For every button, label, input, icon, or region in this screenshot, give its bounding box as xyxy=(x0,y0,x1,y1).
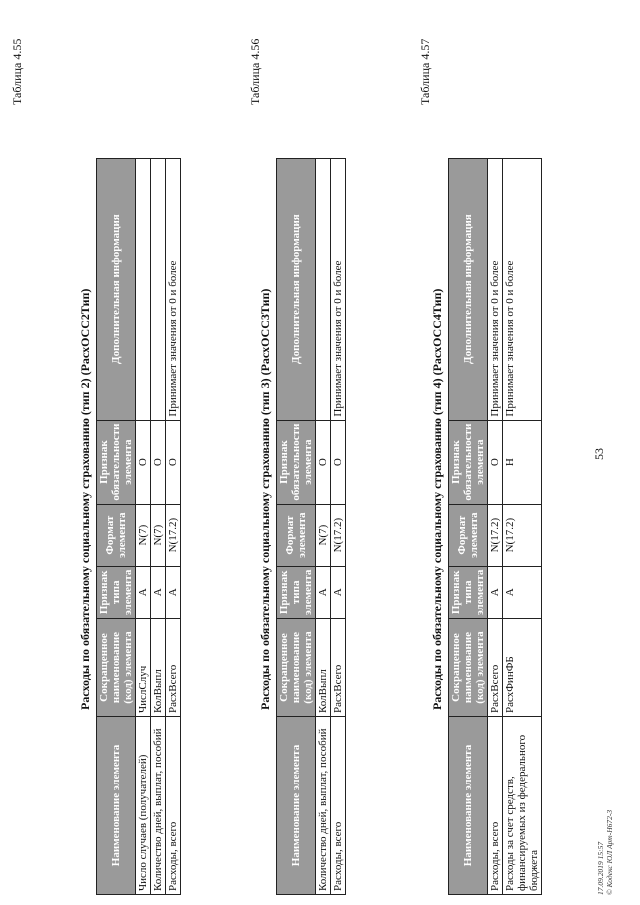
col-header-name: Наименование элемента xyxy=(277,717,316,895)
table-header-row xyxy=(97,158,136,894)
table-row xyxy=(316,158,331,894)
col-header-type: Признак типа элемента xyxy=(97,566,136,618)
cell-code: РасхВсего xyxy=(488,619,503,717)
col-header-code: Сокращенное наименование (код) элемента xyxy=(449,619,488,717)
cell-code: РасхВсего xyxy=(166,619,181,717)
col-header-required: Признак обязательности элемента xyxy=(277,420,316,504)
table-header-row xyxy=(449,158,488,894)
cell-name: Расходы, всего xyxy=(331,717,346,895)
cell-required: О xyxy=(316,420,331,504)
table-number-4-55: Таблица 4.55 xyxy=(10,38,24,105)
cell-format: N(7) xyxy=(316,504,331,566)
cell-type: А xyxy=(503,566,542,618)
table-row xyxy=(151,158,166,894)
cell-type: А xyxy=(151,566,166,618)
col-header-code: Сокращенное наименование (код) элемента xyxy=(277,619,316,717)
cell-name: Расходы, всего xyxy=(488,717,503,895)
cell-format: N(7) xyxy=(151,504,166,566)
col-header-info: Дополнительная информация xyxy=(449,158,488,420)
cell-name: Расходы за счет средств, финансируемых из федерального бюджета xyxy=(503,717,542,895)
table-title-4-55: Расходы по обязательному социальному страхованию (тип 2) (РасхОСС2Тип) xyxy=(78,288,92,710)
cell-name: Расходы, всего xyxy=(166,717,181,895)
cell-info: Принимает значения от 0 и более xyxy=(166,158,181,420)
cell-required: О xyxy=(136,420,151,504)
cell-name: Число случаев (получателей) xyxy=(136,717,151,895)
table-4-57 xyxy=(448,158,542,895)
cell-format: N(7) xyxy=(136,504,151,566)
col-header-format: Формат элемента xyxy=(277,504,316,566)
table-row xyxy=(503,158,542,894)
cell-required: О xyxy=(166,420,181,504)
signature-line-2: © Кодекс ЮЛ Арт-Н672-3 xyxy=(605,809,614,895)
cell-type: А xyxy=(166,566,181,618)
table-row xyxy=(166,158,181,894)
table-row xyxy=(488,158,503,894)
cell-format: N(17.2) xyxy=(503,504,542,566)
cell-required: О xyxy=(151,420,166,504)
cell-format: N(17.2) xyxy=(488,504,503,566)
col-header-type: Признак типа элемента xyxy=(449,566,488,618)
cell-type: А xyxy=(331,566,346,618)
cell-code: РасхФинФБ xyxy=(503,619,542,717)
cell-info xyxy=(151,158,166,420)
table-title-4-56: Расходы по обязательному социальному страхованию (тип 3) (РасхОСС3Тип) xyxy=(258,288,272,710)
cell-info xyxy=(316,158,331,420)
cell-format: N(17.2) xyxy=(331,504,346,566)
table-4-56 xyxy=(276,158,346,895)
col-header-name: Наименование элемента xyxy=(449,717,488,895)
cell-code: ЧислСлуч xyxy=(136,619,151,717)
table-4-57-block xyxy=(448,158,542,895)
cell-required: О xyxy=(331,420,346,504)
cell-type: А xyxy=(136,566,151,618)
table-row xyxy=(331,158,346,894)
col-header-code: Сокращенное наименование (код) элемента xyxy=(97,619,136,717)
table-title-4-57: Расходы по обязательному социальному страхованию (тип 4) (РасхОСС4Тип) xyxy=(430,288,444,710)
cell-info: Принимает значения от 0 и более xyxy=(331,158,346,420)
col-header-info: Дополнительная информация xyxy=(97,158,136,420)
cell-type: А xyxy=(488,566,503,618)
cell-info xyxy=(136,158,151,420)
col-header-type: Признак типа элемента xyxy=(277,566,316,618)
cell-required: О xyxy=(488,420,503,504)
col-header-name: Наименование элемента xyxy=(97,717,136,895)
page-number: 53 xyxy=(592,448,606,460)
table-4-55-block xyxy=(96,158,181,895)
cell-format: N(17.2) xyxy=(166,504,181,566)
col-header-required: Признак обязательности элемента xyxy=(97,420,136,504)
cell-code: КолВыпл xyxy=(151,619,166,717)
cell-code: РасхВсего xyxy=(331,619,346,717)
table-4-55 xyxy=(96,158,181,895)
cell-name: Количество дней, выплат, пособий xyxy=(316,717,331,895)
cell-type: А xyxy=(316,566,331,618)
signature-line-1: 17.09.2019 15:57 xyxy=(596,841,605,895)
cell-name: Количество дней, выплат, пособий xyxy=(151,717,166,895)
table-header-row xyxy=(277,158,316,894)
table-row xyxy=(136,158,151,894)
cell-required: Н xyxy=(503,420,542,504)
cell-code: КолВыпл xyxy=(316,619,331,717)
col-header-info: Дополнительная информация xyxy=(277,158,316,420)
table-number-4-57: Таблица 4.57 xyxy=(418,38,432,105)
col-header-format: Формат элемента xyxy=(97,504,136,566)
table-number-4-56: Таблица 4.56 xyxy=(248,38,262,105)
cell-info: Принимает значения от 0 и более xyxy=(488,158,503,420)
print-signature xyxy=(596,810,614,895)
cell-info: Принимает значения от 0 и более xyxy=(503,158,542,420)
col-header-format: Формат элемента xyxy=(449,504,488,566)
table-4-56-block xyxy=(276,158,346,895)
col-header-required: Признак обязательности элемента xyxy=(449,420,488,504)
